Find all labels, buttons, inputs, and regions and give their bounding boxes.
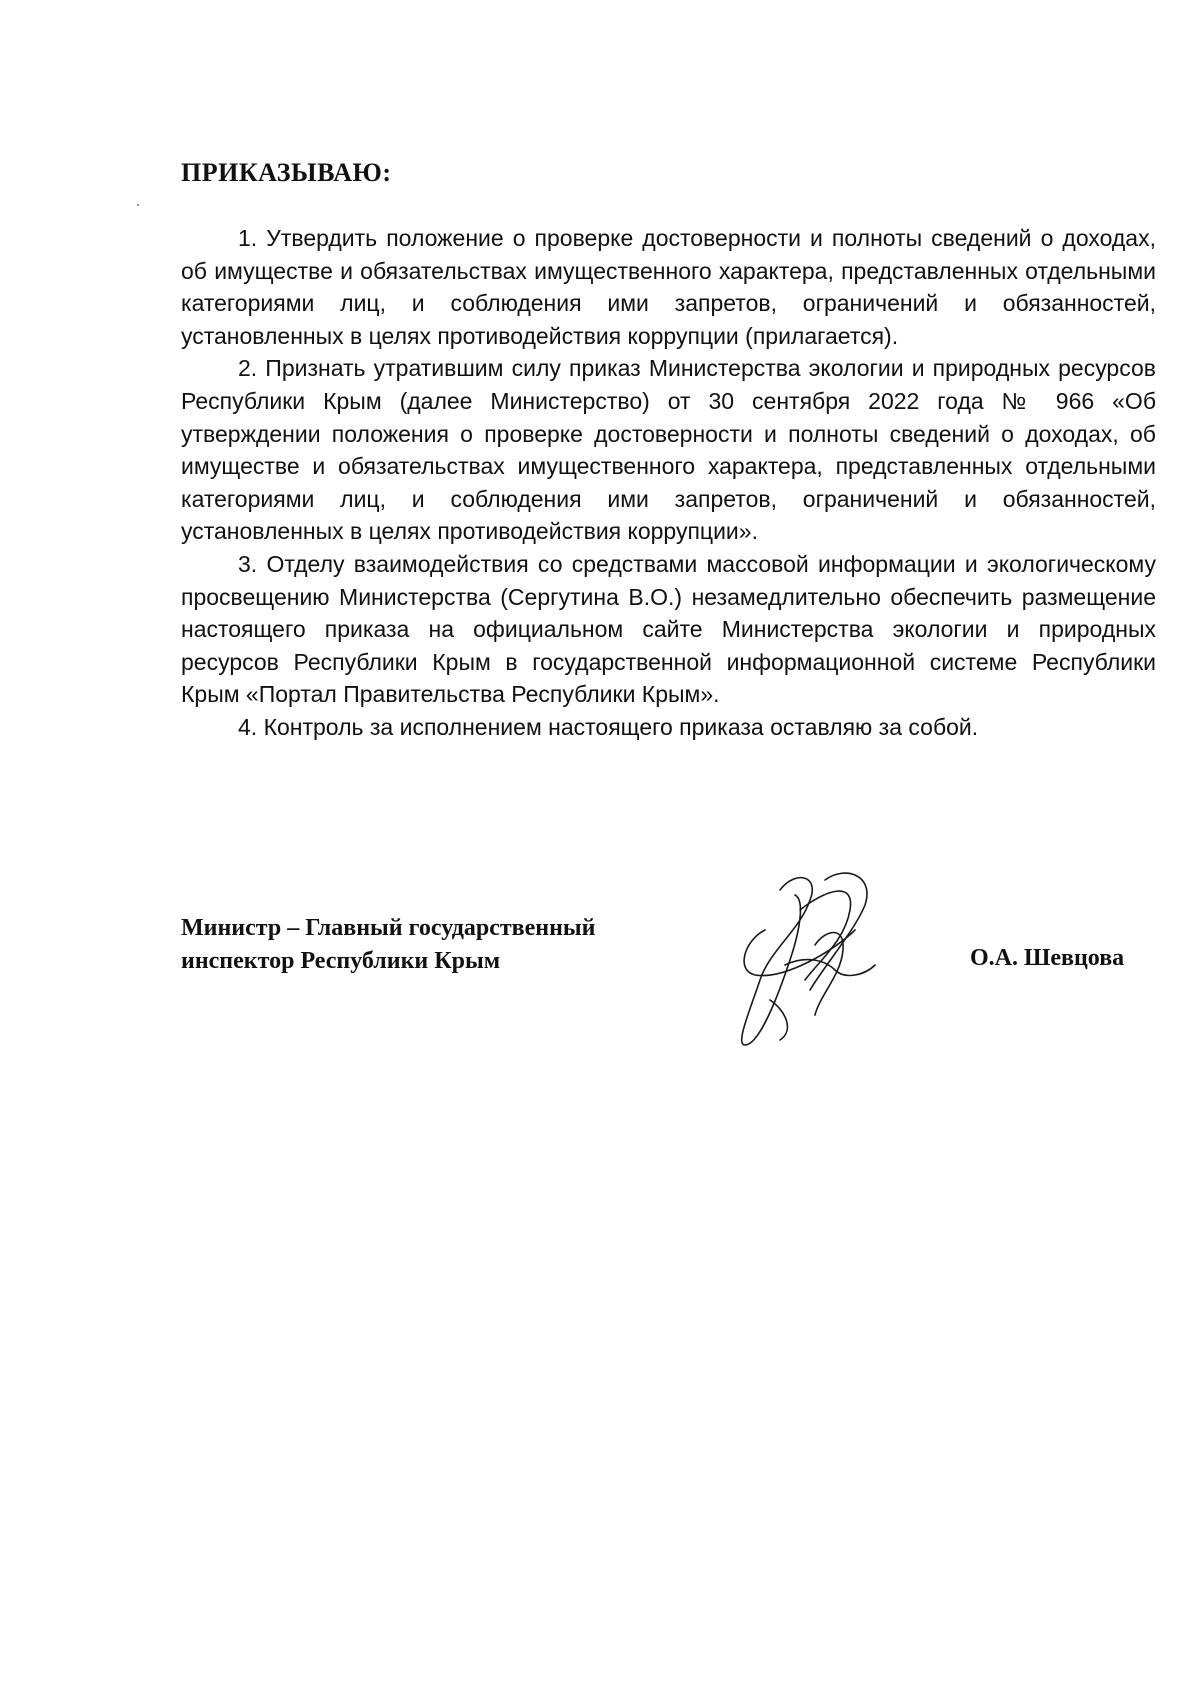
paragraph-3: 3. Отделу взаимодействия со средствами массовой информации и экологическому просвещению Министерства (Сергутина В.О.) незамедлительно обеспечить размещение настоящего приказа на официальном сайте Министерства экологии и природных ресурсов Республики Крым в государственной информационной системе Республики Крым «Портал Правительства Республики Крым». xyxy=(181,550,1156,708)
signer-name: О.А. Шевцова xyxy=(970,945,1125,971)
signer-position xyxy=(181,912,596,978)
paragraph-1: 1. Утвердить положение о проверке достоверности и полноты сведений о доходах, об имуществе и обязательствах имущественного характера, представленных отдельными категориями лиц, и соблюдения ими запретов, ограничений и обязанностей, установленных в целях противодействия коррупции (прилагается). xyxy=(181,225,1156,349)
signer-position-line-1: Министр – Главный государственный xyxy=(181,915,596,941)
paragraph-2: 2. Признать утратившим силу приказ Министерства экологии и природных ресурсов Республики Крым (далее Министерство) от 30 сентября 2022 года № 966 «Об утверждении положения о проверке достоверности и полноты сведений о доходах, об имуществе и обязательствах имущественного характера, представленных отдельными категориями лиц, и соблюдения ими запретов, ограничений и обязанностей, установленных в целях противодействия коррупции». xyxy=(181,355,1156,545)
scan-artifact xyxy=(137,204,139,206)
order-body xyxy=(181,222,1156,744)
order-heading: ПРИКАЗЫВАЮ: xyxy=(181,158,392,187)
paragraph-4: 4. Контроль за исполнением настоящего приказа оставляю за собой. xyxy=(238,713,979,740)
handwritten-signature xyxy=(725,870,895,1050)
signer-position-line-2: инспектор Республики Крым xyxy=(181,948,501,974)
